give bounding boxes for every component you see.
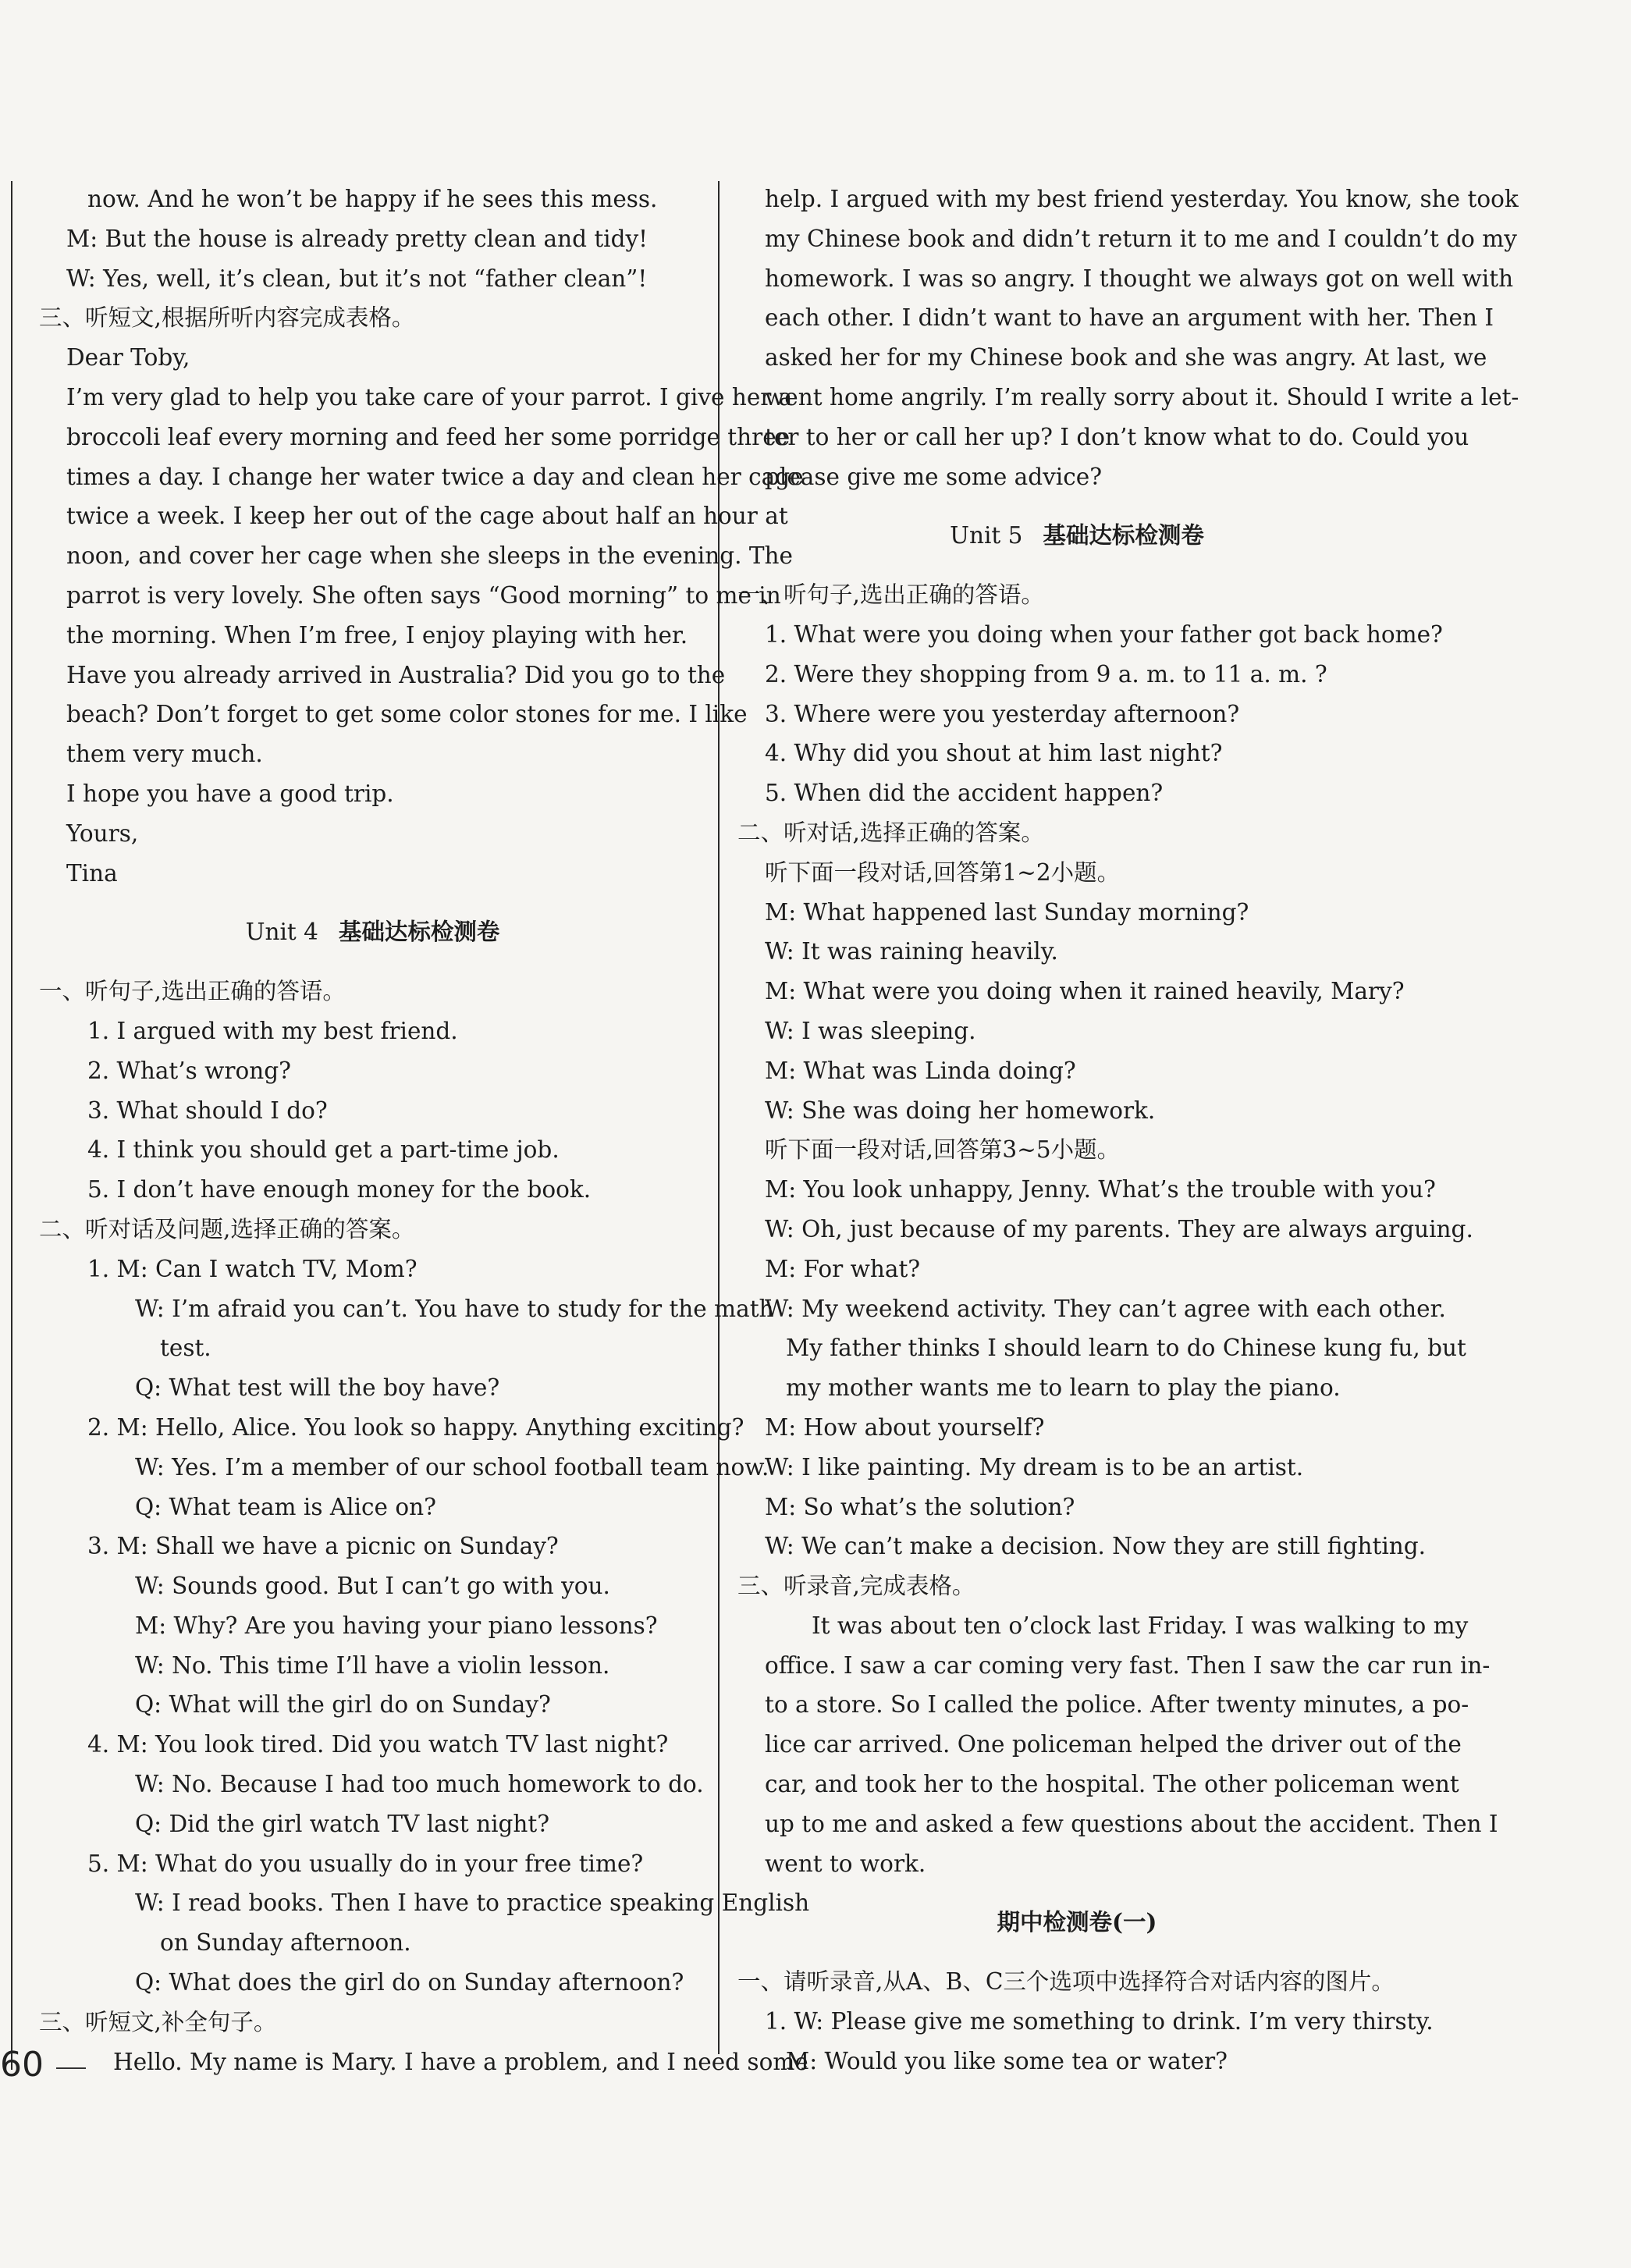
unit4-heading [39, 912, 706, 952]
text-line: I hope you have a good trip. [66, 780, 394, 807]
text-line: 1. M: Can I watch TV, Mom? [87, 1255, 418, 1282]
text-line: went to work. [765, 1850, 926, 1877]
text-line: M: How about yourself? [765, 1413, 1045, 1441]
text-line: Hello. My name is Mary. I have a problem, and I need some [113, 2048, 808, 2075]
text-line: test. [160, 1335, 211, 1362]
text-line: My father thinks I should learn to do Chinese kung fu, but [786, 1335, 1466, 1362]
text-line: W: It was raining heavily. [765, 938, 1058, 965]
text-line: Q: What will the girl do on Sunday? [135, 1691, 551, 1719]
text-line: 3. What should I do? [87, 1097, 328, 1124]
text-line: Q: What test will the boy have? [135, 1374, 500, 1402]
text-line: M: What were you doing when it rained heavily, Mary? [765, 978, 1405, 1005]
text-line: 5. I don’t have enough money for the book. [87, 1176, 592, 1203]
text-line: noon, and cover her cage when she sleeps in the evening. The [66, 542, 794, 570]
text-line: M: So what’s the solution? [765, 1493, 1075, 1520]
right-column [737, 180, 1519, 2081]
text-line: M: But the house is already pretty clean and tidy! [66, 225, 648, 252]
text-line: office. I saw a car coming very fast. Then I saw the car run in- [765, 1651, 1491, 1679]
page-number-rule [56, 2067, 86, 2069]
text-line: 1. What were you doing when your father got back home? [765, 620, 1443, 648]
text-line: W: Yes. I’m a member of our school football team now. [135, 1453, 769, 1481]
text-line: W: I like painting. My dream is to be an artist. [765, 1453, 1304, 1481]
text-line: Dear Toby, [66, 344, 190, 371]
text-line: up to me and asked a few questions about the accident. Then I [765, 1810, 1498, 1837]
text-line: 4. I think you should get a part-time job. [87, 1136, 560, 1164]
unit4-title: 基础达标检测卷 [338, 918, 500, 946]
text-line: 3. Where were you yesterday afternoon? [765, 700, 1240, 727]
text-line: please give me some advice? [765, 463, 1103, 490]
text-line: times a day. I change her water twice a day and clean her cage [66, 463, 804, 490]
text-line: 5. When did the accident happen? [765, 780, 1164, 807]
text-line: Q: Did the girl watch TV last night? [135, 1810, 550, 1837]
text-line: each other. I didn’t want to have an argument with her. Then I [765, 304, 1494, 332]
text-line: 1. I argued with my best friend. [87, 1017, 458, 1044]
text-line: Have you already arrived in Australia? Did you go to the [66, 661, 726, 688]
text-line: M: What was Linda doing? [765, 1057, 1076, 1084]
text-line: 2. M: Hello, Alice. You look so happy. Anything exciting? [87, 1413, 744, 1441]
section-heading: 一、请听录音,从A、B、C三个选项中选择符合对话内容的图片。 [737, 1968, 1395, 1996]
text-line: W: Sounds good. But I can’t go with you. [135, 1573, 610, 1600]
text-line: parrot is very lovely. She often says “Good morning” to me in [66, 581, 781, 609]
text-line: W: No. Because I had too much homework to do. [135, 1771, 704, 1798]
text-line: help. I argued with my best friend yesterday. You know, she took [765, 186, 1519, 212]
text-line: Q: What team is Alice on? [135, 1493, 436, 1520]
text-line: to a store. So I called the police. After twenty minutes, a po- [765, 1691, 1469, 1719]
text-line: W: I was sleeping. [765, 1017, 976, 1044]
section-heading: 二、听对话,选择正确的答案。 [737, 819, 1044, 846]
section-heading: 二、听对话及问题,选择正确的答案。 [39, 1215, 415, 1242]
text-line: beach? Don’t forget to get some color stones for me. I like [66, 701, 748, 728]
text-line: 4. M: You look tired. Did you watch TV last night? [87, 1731, 669, 1758]
text-line: 听下面一段对话,回答第1~2小题。 [765, 858, 1121, 886]
text-line: W: Oh, just because of my parents. They are always arguing. [765, 1215, 1473, 1242]
text-line: I’m very glad to help you take care of your parrot. I give her a [66, 383, 793, 411]
text-line: my Chinese book and didn’t return it to me and I couldn’t do my [765, 225, 1517, 252]
text-line: It was about ten o’clock last Friday. I was walking to my [812, 1612, 1469, 1639]
text-line: Yours, [66, 819, 139, 847]
midterm-heading: 期中检测卷(一) [997, 1908, 1157, 1936]
text-line: 2. What’s wrong? [87, 1057, 291, 1084]
text-line: 1. W: Please give me something to drink. I’m very thirsty. [765, 2008, 1434, 2035]
section-heading: 一、听句子,选出正确的答语。 [39, 978, 346, 1005]
unit5-title: 基础达标检测卷 [1043, 521, 1204, 549]
left-margin-rule [11, 181, 12, 2070]
section-heading: 三、听录音,完成表格。 [737, 1573, 975, 1600]
text-line: W: She was doing her homework. [765, 1097, 1156, 1124]
unit5-heading [737, 516, 1416, 556]
text-line: M: Would you like some tea or water? [786, 2047, 1228, 2074]
text-line: Q: What does the girl do on Sunday afternoon? [135, 1969, 684, 1996]
text-line: W: My weekend activity. They can’t agree with each other. [765, 1295, 1446, 1322]
text-line: W: Yes, well, it’s clean, but it’s not “father clean”! [66, 265, 648, 292]
section-heading: 三、听短文,补全句子。 [39, 2008, 277, 2035]
text-line: 5. M: What do you usually do in your free time? [87, 1850, 644, 1877]
text-line: 听下面一段对话,回答第3~5小题。 [765, 1136, 1121, 1164]
text-line: ter to her or call her up? I don’t know what to do. Could you [765, 423, 1469, 450]
text-line: W: We can’t make a decision. Now they are still fighting. [765, 1533, 1427, 1560]
text-line: lice car arrived. One policeman helped the driver out of the [765, 1731, 1462, 1758]
text-line: M: Why? Are you having your piano lessons? [135, 1612, 658, 1639]
text-line: went home angrily. I’m really sorry about it. Should I write a let- [765, 383, 1519, 411]
page-number: 60 [0, 2045, 44, 2085]
text-line: my mother wants me to learn to play the piano. [786, 1374, 1341, 1402]
section-heading: 一、听句子,选出正确的答语。 [737, 581, 1044, 609]
text-line: twice a week. I keep her out of the cage about half an hour at [66, 503, 788, 530]
section-heading: 三、听短文,根据所听内容完成表格。 [39, 304, 415, 332]
text-line: W: I’m afraid you can’t. You have to study for the math [135, 1295, 774, 1322]
text-line: 2. Were they shopping from 9 a. m. to 11 a. m. ? [765, 660, 1327, 688]
text-line: now. And he won’t be happy if he sees this mess. [87, 186, 658, 212]
text-line: W: No. This time I’ll have a violin lesson. [135, 1651, 610, 1679]
text-line: M: What happened last Sunday morning? [765, 898, 1249, 926]
text-line: M: For what? [765, 1255, 921, 1282]
unit4-label: Unit 4 [245, 919, 318, 946]
text-line: homework. I was so angry. I thought we always got on well with [765, 265, 1514, 292]
text-line: W: I read books. Then I have to practice speaking English [135, 1889, 810, 1917]
text-line: broccoli leaf every morning and feed her some porridge three [66, 423, 791, 450]
text-line: Tina [66, 859, 118, 887]
text-line: asked her for my Chinese book and she was angry. At last, we [765, 344, 1487, 371]
text-line: M: You look unhappy, Jenny. What’s the trouble with you? [765, 1176, 1436, 1203]
unit5-label: Unit 5 [950, 522, 1023, 549]
text-line: 3. M: Shall we have a picnic on Sunday? [87, 1533, 559, 1560]
text-line: car, and took her to the hospital. The other policeman went [765, 1771, 1459, 1798]
left-column [39, 180, 810, 2081]
text-line: the morning. When I’m free, I enjoy playing with her. [66, 621, 688, 649]
text-line: them very much. [66, 741, 263, 768]
text-line: 4. Why did you shout at him last night? [765, 740, 1223, 767]
text-line: on Sunday afternoon. [160, 1929, 411, 1957]
